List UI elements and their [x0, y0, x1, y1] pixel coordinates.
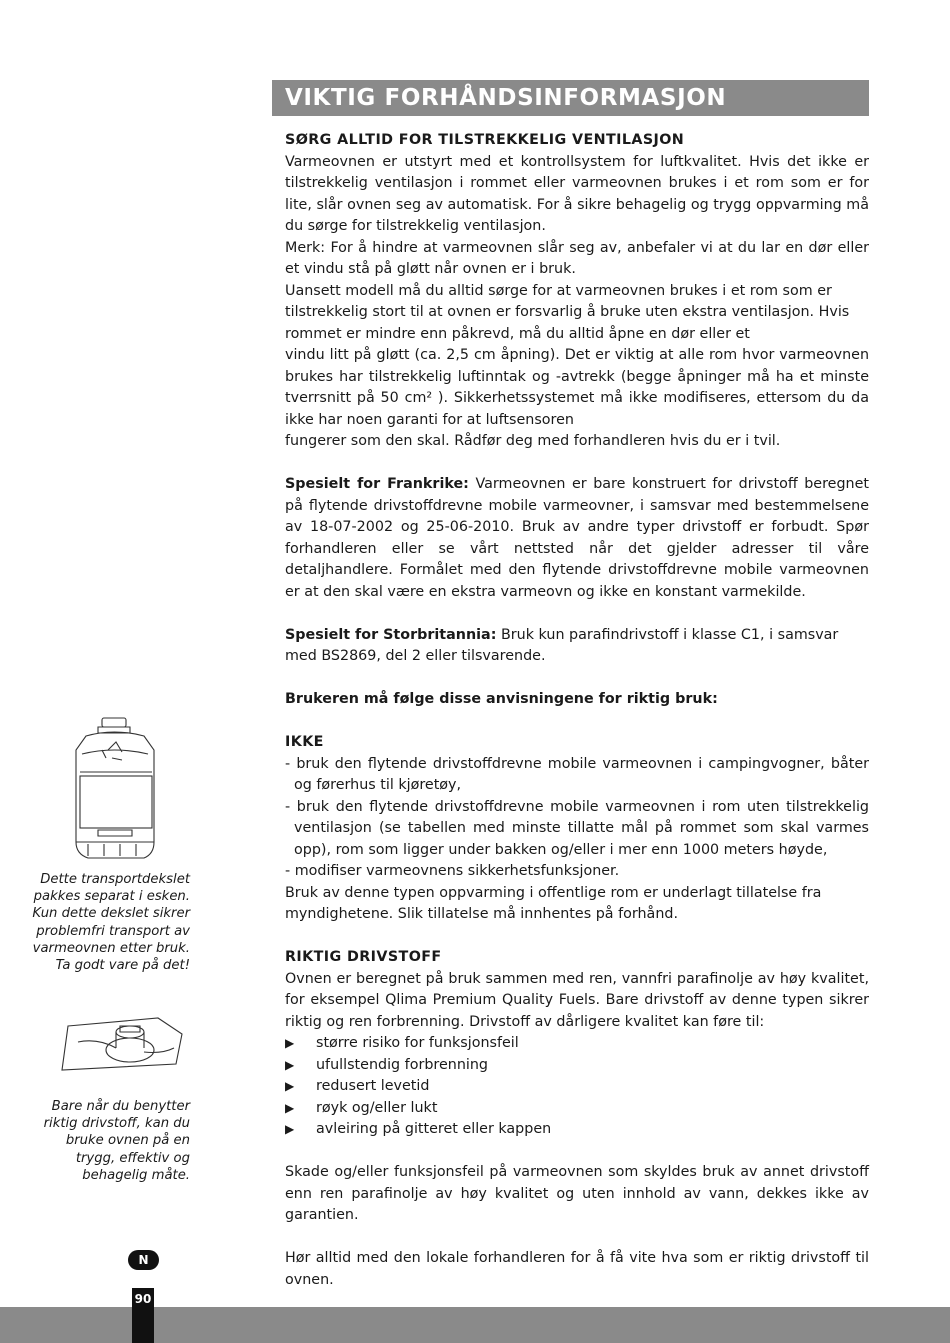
warranty-paragraph: Skade og/eller funksjonsfeil på varmeovnen som skyldes bruk av annet drivstoff enn ren parafinolje av høy kvalitet og uten innhold av vann, dekkes ikke av garantien.	[285, 1164, 869, 1223]
ventilation-paragraph: Varmeovnen er utstyrt med et kontrollsystem for luftkvalitet. Hvis det ikke er tilstrekkelig ventilasjon i rommet eller varmeovnen brukes i et rom som er for lite, slår ovnen seg av automatisk. For å sikre behagelig og trygg oppvarming må du sørge for tilstrekkelig ventilasjon.	[285, 153, 869, 234]
donot-item: - bruk den flytende drivstoffdrevne mobile varmeovnen i campingvogner, båter og førerhus til kjøretøy,	[285, 755, 869, 793]
france-label: Spesielt for Frankrike:	[285, 476, 469, 492]
page-number: 90	[132, 1288, 154, 1343]
donot-item: - bruk den flytende drivstoffdrevne mobile varmeovnen i rom uten tilstrekkelig ventilasjon (se tabellen med minste tillatte mål på rommet som skal varmes opp), rom som ligger under bakken og/eller i mer enn 1000 meters høyde,	[285, 798, 869, 858]
uk-label: Spesielt for Storbritannia:	[285, 626, 497, 643]
list-item: ▶ ufullstendig forbrenning	[285, 1055, 869, 1077]
bullet-arrow-icon: ▶	[285, 1100, 295, 1115]
dealer-paragraph: Hør alltid med den lokale forhandleren for å få vite hva som er riktig drivstoff til ovnen.	[285, 1250, 869, 1288]
transport-cap-caption: Dette transportdekslet pakkes separat i esken. Kun dette dekslet sikrer problemfri transport av varmeovnen etter bruk. Ta godt vare på det!	[32, 872, 190, 974]
instructions-intro: Brukeren må følge disse anvisningene for riktig bruk:	[285, 691, 718, 707]
donot-note: Bruk av denne typen oppvarming i offentlige rom er underlagt tillatelse fra myndighetene. Slik tillatelse må innhentes på forhånd.	[285, 884, 822, 922]
donot-heading: IKKE	[285, 734, 324, 750]
main-content	[285, 130, 869, 1291]
ventilation-heading: SØRG ALLTID FOR TILSTREKKELIG VENTILASJON	[285, 132, 685, 148]
ventilation-paragraph: Uansett modell må du alltid sørge for at varmeovnen brukes i et rom som er tilstrekkelig stort til at ovnen er forsvarlig å bruke uten ekstra ventilasjon. Hvis rommet er mindre enn påkrevd, må du alltid åpne en dør eller et	[285, 282, 850, 342]
list-item: ▶ avleiring på gitteret eller kappen	[285, 1119, 869, 1141]
ventilation-paragraph: vindu litt på gløtt (ca. 2,5 cm åpning). Det er viktig at alle rom hvor varmeovnen brukes har tilstrekkelig luftinntak og -avtrekk (begge åpninger må ha et minste tverrsnitt på 50 cm² ). Sikkerhetssystemet må ikke modifiseres, ettersom du da ikke har noen garanti for at luftsensoren	[285, 347, 869, 428]
ventilation-note: Merk: For å hindre at varmeovnen slår seg av, anbefaler vi at du lar en dør eller et vindu stå på gløtt når ovnen er i bruk.	[285, 239, 869, 277]
bullet-arrow-icon: ▶	[285, 1079, 295, 1093]
bullet-arrow-icon: ▶	[285, 1036, 295, 1050]
fuel-heading: RIKTIG DRIVSTOFF	[285, 949, 442, 965]
list-item: ▶ redusert levetid	[285, 1076, 869, 1098]
donot-item: - modifiser varmeovnens sikkerhetsfunksjoner.	[285, 863, 620, 879]
france-paragraph	[285, 474, 869, 603]
fuel-problem-list	[285, 1033, 869, 1141]
fuel-cap-cloth-illustration	[58, 1012, 190, 1074]
uk-text: Bruk kun parafindrivstoff i klasse C1, i samsvar med BS2869, del 2 eller tilsvarende.	[285, 626, 839, 664]
bullet-arrow-icon: ▶	[285, 1122, 295, 1136]
fuel-intro: Ovnen er beregnet på bruk sammen med ren, vannfri parafinolje av høy kvalitet, for eksempel Qlima Premium Quality Fuels. Bare drivstoff av denne typen sikrer riktig og ren forbrenning. Drivstoff av dårligere kvalitet kan føre til:	[285, 970, 869, 1030]
list-item: ▶ røyk og/eller lukt	[285, 1098, 869, 1120]
france-text: Varmeovnen er bare konstruert for drivstoff beregnet på flytende drivstoffdrevne mobile varmeovner, i samsvar med bestemmelsene av 18-07-2002 og 25-06-2010. Bruk av andre typer drivstoff er forbudt. Spør forhandleren eller se vårt nettsted når det gjelder adresser til våre detaljhandlere. Formålet med den flytende drivstoffdrevne mobile varmeovnen er at den skal være en ekstra varmeovn og ikke en konstant varmekilde.	[285, 476, 870, 600]
list-item: ▶ større risiko for funksjonsfeil	[285, 1033, 869, 1055]
uk-paragraph	[285, 625, 869, 668]
language-badge: N	[128, 1250, 159, 1270]
bullet-arrow-icon: ▶	[285, 1057, 295, 1072]
ventilation-paragraph: fungerer som den skal. Rådfør deg med forhandleren hvis du er i tvil.	[285, 433, 781, 449]
page-title: VIKTIG FORHÅNDSINFORMASJON	[272, 80, 869, 116]
fuel-caption: Bare når du benytter riktig drivstoff, kan du bruke ovnen på en trygg, effektiv og behagelig måte.	[43, 1099, 190, 1183]
fuel-container-illustration	[68, 714, 166, 864]
